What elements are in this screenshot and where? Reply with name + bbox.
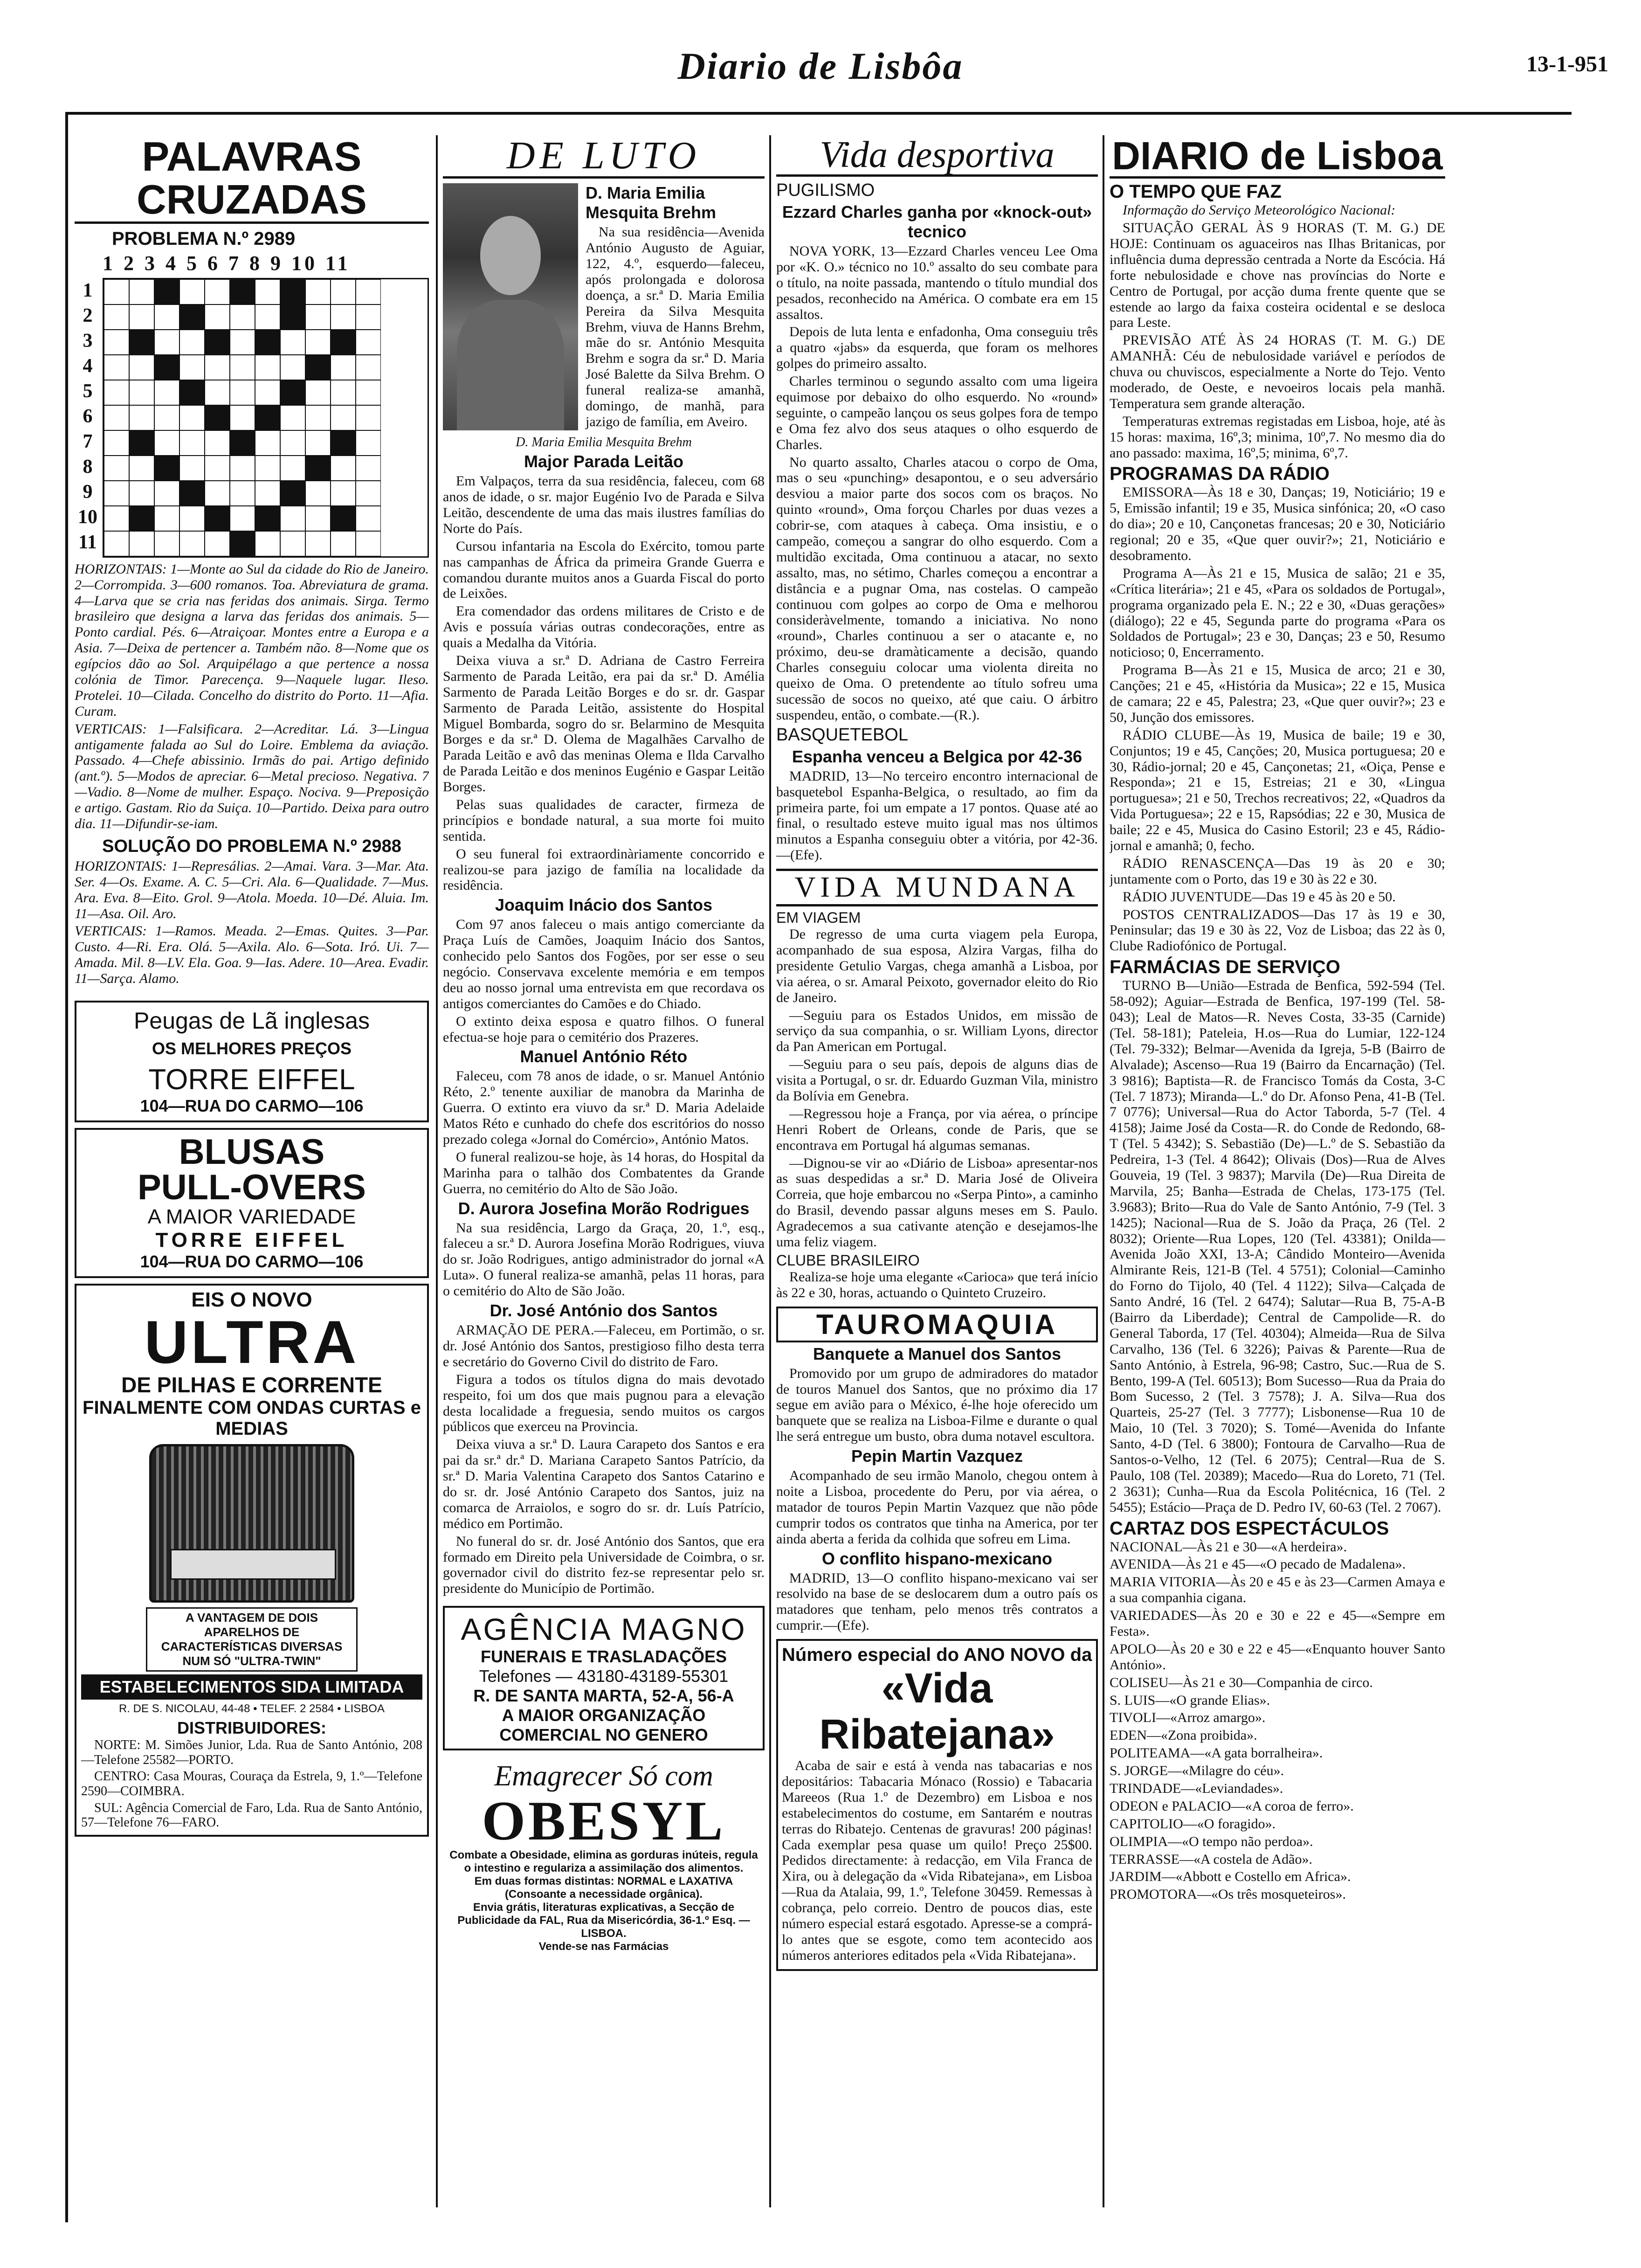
crossword-cell — [179, 456, 205, 481]
crossword-black-cell — [280, 380, 305, 405]
cartaz-item: TRINDADE—«Leviandades». — [1110, 1781, 1283, 1797]
cartaz-item: TIVOLI—«Arroz amargo». — [1110, 1710, 1266, 1726]
crossword-cell — [205, 456, 230, 481]
crossword-cell — [129, 304, 154, 330]
ad-blusas-variety: A MAIOR VARIEDADE — [147, 1205, 356, 1229]
crossword-cell — [356, 506, 381, 531]
crossword-cell — [331, 380, 356, 405]
ad-agencia-slogan-1: A MAIOR ORGANIZAÇÃO — [502, 1706, 706, 1725]
crossword-problem: PROBLEMA N.º 2989 — [112, 228, 296, 249]
portrait-face — [480, 216, 541, 295]
obituary-brehm-heading: D. Maria Emilia Mesquita Brehm — [586, 183, 717, 222]
ad-obesyl-text-2: Em duas formas distintas: NORMAL e LAXATIVA (Consoante a necessidade orgânica). — [474, 1875, 733, 1901]
crossword-cell — [154, 531, 179, 556]
ad-peugas-store: TORRE EIFFEL — [148, 1064, 355, 1096]
portrait-photo — [443, 183, 578, 430]
distributor-centre: CENTRO: Casa Mouras, Couraça da Estrela, 9, 1.º—Telefone 2590—COIMBRA. — [81, 1769, 422, 1798]
crossword-cell — [154, 506, 179, 531]
ad-obesyl-brand: OBESYL — [482, 1790, 726, 1852]
crossword-cell — [154, 330, 179, 355]
crossword-cell — [255, 304, 280, 330]
crossword-black-cell — [154, 355, 179, 380]
crossword-cell — [280, 355, 305, 380]
crossword-cell — [205, 380, 230, 405]
crossword-black-cell — [154, 456, 179, 481]
obituary-parada-p1: Em Valpaços, terra da sua residência, faleceu, com 68 anos de idade, o sr. major Eugénio Ivo de Parada e Silva Leitão, descendente de uma das mais ilustres famílias do Norte do País. — [443, 473, 765, 536]
crossword-cell — [104, 355, 129, 380]
ad-peugas-prices: OS MELHORES PREÇOS — [152, 1039, 352, 1058]
crossword-cell — [104, 481, 129, 506]
crossword-cell — [104, 531, 129, 556]
ad-ultra-distributors — [76, 1738, 427, 1830]
ad-agencia-phones: Telefones — 43180-43189-55301 — [479, 1666, 729, 1686]
crossword-cell — [305, 531, 331, 556]
cartaz-item: NACIONAL—Às 21 e 30—«A herdeira». — [1110, 1539, 1347, 1555]
solution-title: SOLUÇÃO DO PROBLEMA N.º 2988 — [102, 836, 401, 856]
crossword-cell — [356, 355, 381, 380]
crossword-cell — [356, 330, 381, 355]
crossword-cell — [280, 456, 305, 481]
ad-ultra-twin: A VANTAGEM DE DOIS APARELHOS DE CARACTERÍSTICAS DIVERSAS NUM SÓ "ULTRA-TWIN" — [146, 1607, 358, 1672]
crossword-cell — [356, 481, 381, 506]
crossword-row-number: 9 — [83, 481, 93, 503]
obituary-reto-p2: O funeral realizou-se hoje, às 14 horas, do Hospital da Marinha para o talhão dos Combatentes da Grande Guerra, no cemitério do Alto de São João. — [443, 1149, 765, 1196]
crossword-black-cell — [280, 481, 305, 506]
tauromaquia-p2: Acompanhado de seu irmão Manolo, chegou ontem à noite a Lisboa, procedente do Peru, por via aérea, o matador de touros Pepin Martin Vazquez que não pôde cumprir todos os contratos que tinha na America, por ter ainda aberta a ferida da colhida que sofreu em Lima. — [776, 1468, 1098, 1547]
crossword-cell — [154, 430, 179, 456]
crossword-row-number: 10 — [78, 506, 97, 528]
obituary-reto-heading: Manuel António Réto — [520, 1047, 688, 1066]
obituary-brehm-text: Na sua residência—Avenida António Augusto de Aguiar, 122, 4.º, esquerdo—faleceu, após prolongada e dolorosa doença, a sr.ª D. Maria Emilia Pereira da Silva Mesquita Brehm, viuva de Hanns Brehm, mãe do sr. António Mesquita Brehm e sogra da sr.ª D. Maria José Balette da Silva Brehm. O funeral realiza-se amanhã, domingo, de manhã, para jazigo de família, em Aveiro. — [586, 224, 765, 429]
radio-emissora: EMISSORA—Às 18 e 30, Danças; 19, Noticiário; 19 e 5, Emissão infantil; 19 e 35, Musica sinfónica; 20, «O caso do dia»; 20 e 10, Cançonetas francesas; 20 e 30, Noticiário regional; 20 e 35, «Que quer ouvir?»; 21, Noticiário e desobramento. — [1110, 484, 1445, 563]
mundana-title: VIDA MUNDANA — [776, 869, 1098, 906]
crossword-black-cell — [331, 330, 356, 355]
pugilismo-p2: Depois de luta lenta e enfadonha, Oma conseguiu três a quatro «jabs» da esquerda, que foram os melhores golpes do primeiro assalto. — [776, 324, 1098, 372]
crossword-cell — [230, 330, 255, 355]
crossword-row-number: 11 — [78, 531, 97, 553]
crossword-cell — [205, 279, 230, 304]
crossword-cell — [104, 304, 129, 330]
cartaz-item: POLITEAMA—«A gata borralheira». — [1110, 1745, 1323, 1761]
crossword-cell — [255, 456, 280, 481]
farmacias-title: FARMÁCIAS DE SERVIÇO — [1110, 957, 1340, 978]
ad-peugas — [75, 1001, 429, 1122]
cartaz-item: ODEON e PALACIO—«A coroa de ferro». — [1110, 1798, 1354, 1814]
crossword-black-cell — [205, 506, 230, 531]
cartaz-item: JARDIM—«Abbott e Costello em Africa». — [1110, 1869, 1351, 1885]
crossword-cell — [280, 506, 305, 531]
cartaz-item: OLIMPIA—«O tempo não perdoa». — [1110, 1833, 1313, 1849]
portrait-caption: D. Maria Emilia Mesquita Brehm — [516, 435, 692, 450]
ad-ultra-brand: ULTRA — [144, 1308, 359, 1376]
ad-ultra-intro: EIS O NOVO — [191, 1288, 312, 1312]
crossword-cell — [179, 531, 205, 556]
crossword-black-cell — [179, 304, 205, 330]
crossword-black-cell — [255, 330, 280, 355]
obituary-jose-santos-p4: No funeral do sr. dr. José António dos Santos, que era formado em Direito pela Universidade de Coimbra, o sr. governador civil do distrito fez-se representar pelo sr. presidente do Município de Portimão. — [443, 1533, 765, 1597]
obituary-parada-p2: Cursou infantaria na Escola do Exército, tomou parte nas campanhas de África da primeira Grande Guerra e comandou durante muitos anos a Guarda Fiscal do porto de Leixões. — [443, 538, 765, 602]
tauromaquia-title: TAUROMAQUIA — [776, 1307, 1098, 1342]
crossword-cell — [154, 405, 179, 430]
ad-vida-ribatejana — [776, 1639, 1098, 1971]
radio-illustration — [149, 1444, 354, 1603]
crossword-cell — [305, 430, 331, 456]
cartaz-item: APOLO—Às 20 e 30 e 22 e 45—«Enquanto houver Santo António». — [1110, 1641, 1445, 1673]
crossword-cell — [205, 531, 230, 556]
crossword-cell — [179, 405, 205, 430]
cartaz-item: TERRASSE—«A costela de Adão». — [1110, 1851, 1312, 1867]
crossword-cell — [230, 304, 255, 330]
clues-vertical: VERTICAIS: 1—Falsificara. 2—Acreditar. Lá. 3—Lingua antigamente falada ao Sul do Loire. Emblema da aviação. Passado. 4—Chefe abissinio. Irmãs do pai. Artigo definido (ant.º). 5—Modos de apreciar. 6—Metal precioso. Negativa. 7—Vadio. 8—Nome de mulher. Espaço. Nociva. 9—Preposição e artigo. Gastam. Rio da Suiça. 10—Partido. Deixa para outro dia. 11—Difundir-se-iam. — [75, 721, 429, 832]
column-rule — [769, 135, 771, 2207]
crossword-cell — [230, 506, 255, 531]
crossword-cell — [305, 405, 331, 430]
crossword-black-cell — [230, 279, 255, 304]
tempo-previsao: PREVISÃO ATÉ ÀS 24 HORAS (T. M. G.) DE AMANHÃ: Céu de nebulosidade variável e períodos de chuva ou chuviscos, especialmente a Norte do Tejo. Vento moderado, de Oeste, e nevoeiros locais pela manhã. Temperatura sem grande alteração. — [1110, 332, 1445, 411]
radio-title: PROGRAMAS DA RÁDIO — [1110, 463, 1330, 484]
crossword-cell — [305, 304, 331, 330]
crossword-black-cell — [154, 279, 179, 304]
ad-blusas-headline: BLUSAS — [179, 1132, 325, 1172]
crossword-cell — [280, 330, 305, 355]
crossword-row-number: 6 — [83, 405, 93, 427]
crossword-row-number: 4 — [83, 355, 93, 377]
crossword-cell — [104, 279, 129, 304]
crossword-cell — [305, 279, 331, 304]
obituary-parada-p6: O seu funeral foi extraordinàriamente concorrido e realizou-se para jazigo de família na localidade da residência. — [443, 846, 765, 893]
crossword-cell — [154, 380, 179, 405]
crossword-cell — [331, 405, 356, 430]
obituary-parada-p5: Pelas suas qualidades de caracter, firmeza de princípios e bondade natural, a sua morte foi muito sentida. — [443, 797, 765, 844]
crossword-black-cell — [230, 531, 255, 556]
mundana-p6: Realiza-se hoje uma elegante «Carioca» que terá início às 22 e 30, horas, actuando o Quinteto Cruzeiro. — [776, 1269, 1098, 1300]
crossword-cell — [205, 304, 230, 330]
crossword-row-number: 2 — [83, 304, 93, 326]
crossword-cell — [129, 279, 154, 304]
radio-postos: POSTOS CENTRALIZADOS—Das 17 às 19 e 30, Peninsular; das 19 e 30 às 22, Voz de Lisboa; das 22 às 0, Clube Radiofónico de Portugal. — [1110, 906, 1445, 954]
crossword-cell — [356, 430, 381, 456]
crossword-black-cell — [331, 430, 356, 456]
ad-ultra-company: ESTABELECIMENTOS SIDA LIMITADA — [81, 1674, 422, 1700]
crossword-cell — [305, 380, 331, 405]
crossword-black-cell — [280, 279, 305, 304]
tauromaquia-heading-3: O conflito hispano-mexicano — [821, 1549, 1053, 1568]
crossword-cell — [255, 531, 280, 556]
crossword-cell — [356, 456, 381, 481]
crossword-cell — [230, 405, 255, 430]
crossword-black-cell — [230, 430, 255, 456]
crossword-cell — [104, 456, 129, 481]
obituary-parada-heading: Major Parada Leitão — [524, 452, 684, 471]
crossword-cell — [331, 279, 356, 304]
crossword-cell — [104, 506, 129, 531]
crossword-cell — [205, 355, 230, 380]
column-crossword — [75, 135, 429, 2201]
crossword-black-cell — [129, 330, 154, 355]
crossword-cell — [331, 355, 356, 380]
crossword-black-cell — [129, 506, 154, 531]
crossword-black-cell — [305, 456, 331, 481]
crossword-cell — [129, 380, 154, 405]
crossword-cell — [129, 481, 154, 506]
ad-peugas-headline: Peugas de Lã inglesas — [134, 1008, 370, 1034]
crossword-row-number: 3 — [83, 330, 93, 352]
obituary-santos-p2: O extinto deixa esposa e quatro filhos. O funeral efectua-se hoje para o cemitério dos Prazeres. — [443, 1013, 765, 1045]
portrait-body — [457, 300, 564, 430]
tempo-temperaturas: Temperaturas extremas registadas em Lisboa, hoje, até às 15 horas: maxima, 16º,3; minima, 10º,7. No mesmo dia do ano passado: maxima, 16º,5; minima, 6º,7. — [1110, 413, 1445, 461]
crossword-cell — [129, 405, 154, 430]
cartaz-title: CARTAZ DOS ESPECTÁCULOS — [1110, 1518, 1389, 1539]
crossword-cell — [230, 456, 255, 481]
cartaz-item: S. JORGE—«Milagre do céu». — [1110, 1763, 1284, 1779]
crossword-row-numbers — [75, 278, 101, 555]
crossword-cell — [255, 355, 280, 380]
ribatejana-text: Acaba de sair e está à venda nas tabacarias e nos depositários: Tabacaria Mónaco (Rossio) e Tabacaria Mareeos (Rua 1.º de Dezembro) em Lisboa e nos estabelecimentos do costume, em Santarém e noutras terras do Ribatejo. Centenas de gravuras! 200 páginas! Cada exemplar pesa quase um quilo! Preço 25$00. Pedidos directamente: à redacção, em Vila Franca de Xira, ou à delegação da «Vida Ribatejana», em Lisboa—Rua da Atalaia, 99, 1.º, Telefone 30459. Remessas à cobrança, pelo correio. Dentro de poucos dias, este número especial estará esgotado. Apresse-se a comprá-lo antes que se esgote, como tem acontecido aos números anteriores editados pela «Vida Ribatejana». — [782, 1758, 1092, 1963]
ribatejana-title: «Vida Ribatejana» — [819, 1665, 1055, 1758]
ad-blusas-store: TORRE EIFFEL — [155, 1229, 348, 1252]
crossword-black-cell — [305, 355, 331, 380]
obituary-parada-p4: Deixa viuva a sr.ª D. Adriana de Castro Ferreira Sarmento de Parada Leitão, era pai da sr.ª D. Amélia Sarmento de Parada Leitão Borges e do sr. dr. Gaspar Sarmento de Parada Leitão, assistente do Hospital Miguel Bombarda, sogro do sr. Belarmino de Mesquita Borges e da sr.ª D. Olema de Magalhães Carvalho de Parada Leitão e avô das meninas Olema e Ilda Carvalho de Parada Leitão e dos meninos Eugénio e Gaspar Leitão Borges. — [443, 652, 765, 795]
section-basquetebol: BASQUETEBOL — [776, 725, 908, 745]
crossword-cell — [356, 531, 381, 556]
tempo-source: Informação do Serviço Meteorológico Nacional: — [1123, 202, 1396, 218]
crossword-cell — [154, 481, 179, 506]
ad-blusas — [75, 1128, 429, 1278]
cartaz-list — [1110, 1539, 1445, 1903]
ad-agencia-service: FUNERAIS E TRASLADAÇÕES — [480, 1647, 727, 1666]
crossword-cell — [179, 330, 205, 355]
farmacias-list: TURNO B—União—Estrada de Benfica, 592-594 (Tel. 58-092); Aguiar—Estrada de Benfica, 197-199 (Tel. 58-043); Leal de Matos—R. Neves Costa, 33-35 (Carnide) (Tel. 58-181); Pateleia, H.os—Rua do Lumiar, 122-124 (Tel. 79-332); Belmar—Avenida da Igreja, 5-B (Bairro de Alvalade); Ascenso—Rua 19 (Bairro da Encarnação) (Tel. 3 9816); Baptista—R. de Francisco Tomás da Costa, 3-C (Tel. 7 1873); Miranda—L.º do Dr. Afonso Pena, 41-B (Tel. 7 0776); Universal—Rua do Actor Taborda, 5-7 (Tel. 4 4158); Jaime José da Costa—R. do Conde de Redondo, 68-T (Tel. 5 4342); S. Sebastião (De)—L.º de S. Sebastião da Pedreira, 1-3 (Tel. 4 8642); Olivais (Dos)—Rua de Alves Gouveia, 19 (Tel. 3 9837); Marvila (De)—Rua Direita de Marvila, 25; Banha—Estrada de Chelas, 173-175 (Tel. 3.9683); Brito—Rua do Vale de Santo António, 7-9 (Tel. 3 1425); Nacional—Rua de S. João da Praça, 26 (Tel. 2 8032); Oriente—Rua Lopes, 120 (Tel. 43381); Onilda—Avenida João XXI, 13-A; Cândido Monteiro—Avenida Almirante Reis, 121-B (Tel. 4 5751); Colonial—Caminho do Forno do Tijolo, 40 (Tel. 4 1122); Silva—Calçada de Santo André, 16 (Tel. 2 6474); Salutar—Rua B, 75-A-B (Bairro da Liberdade); Central de Campolide—R. do General Taborda, 17 (Tel. 40304); Almeida—Rua de Silva Carvalho, 136 (Tel. 6 3226); Paivas & Parente—Rua de Santo António, à Estrela, 96-98; Castro, Suc.—Rua de S. Bento, 199-A (Tel. 60513); Bom Sucesso—Rua da Praia do Bom Sucesso, 2 (Tel. 3 7578); J. A. Silva—Rua dos Quarteis, 25-27 (Tel. 3 7777); Lisbonense—Rua 10 de Maio, 10 (Tel. 3 7020); S. Tomé—Avenida do Infante Santo, 4-D (Tel. 6 3800); Fontoura de Carvalho—Rua de Santos-o-Velho, 12 (Tel. 6 2075); Central—Rua de S. Paulo, 108 (Tel. 20389); Macedo—Rua do Loreto, 71 (Tel. 2 3631); Cunha—Rua da Escola Politécnica, 16 (Tel. 2 5455); Estácio—Praça de D. Pedro IV, 60-63 (Tel. 2 7067). — [1110, 978, 1445, 1515]
mundana-p5: —Dignou-se vir ao «Diário de Lisboa» apresentar-nos as suas despedidas a sr.ª D. Maria José de Oliveira Correia, que hoje embarcou no «Serpa Pinto», a caminho do Brasil, devendo passar alguns meses em S. Paulo. Agradecemos a sua cativante atenção e desejamos-lhe uma feliz viagem. — [776, 1155, 1098, 1250]
crossword-cell — [280, 405, 305, 430]
issue-date: 13-1-951 — [1526, 52, 1608, 76]
crossword-cell — [305, 481, 331, 506]
crossword-cell — [331, 481, 356, 506]
crossword-cell — [129, 531, 154, 556]
crossword-column-numbers: 1 2 3 4 5 6 7 8 9 10 11 — [103, 251, 351, 275]
crossword-black-cell — [331, 506, 356, 531]
crossword-cell — [205, 481, 230, 506]
luto-title: DE LUTO — [443, 135, 765, 179]
ad-obesyl — [443, 1756, 765, 1957]
distributor-south: SUL: Agência Comercial de Faro, Lda. Rua de Santo António, 57—Telefone 76—FARO. — [81, 1800, 422, 1830]
crossword-cell — [104, 380, 129, 405]
crossword-cell — [179, 355, 205, 380]
obituary-jose-santos-p1: ARMAÇÃO DE PERA.—Faleceu, em Portimão, o sr. dr. José António dos Santos, prestigioso filho desta terra e secretário do Governo Civil do distrito de Faro. — [443, 1322, 765, 1369]
ad-obesyl-text-4: Vende-se nas Farmácias — [538, 1940, 669, 1953]
radio-programa-b: Programa B—Às 21 e 15, Musica de arco; 21 e 30, Canções; 21 e 45, «História da Musica»; 22 e 15, Musica de camara; 22 e 45, Palestra; 23, «Que quer ouvir?»; 23 e 50, Junção dos emissores. — [1110, 662, 1445, 725]
pugilismo-heading: Ezzard Charles ganha por «knock-out» tecnico — [782, 202, 1092, 241]
ad-blusas-address: 104—RUA DO CARMO—106 — [140, 1252, 364, 1272]
crossword-black-cell — [179, 481, 205, 506]
ad-peugas-address: 104—RUA DO CARMO—106 — [140, 1096, 364, 1116]
column-servicos — [1110, 135, 1445, 2201]
tauromaquia-p3: MADRID, 13—O conflito hispano-mexicano vai ser resolvido na base de se deslocarem dum a outro país os matadores que tenham, pelo menos três contratos a cumprir.—(Efe). — [776, 1570, 1098, 1633]
crossword-row-number: 1 — [83, 279, 93, 301]
crossword-black-cell — [255, 506, 280, 531]
crossword-cell — [356, 304, 381, 330]
crossword-cell — [356, 279, 381, 304]
ad-ultra-radio — [75, 1284, 429, 1837]
crossword-cell — [230, 380, 255, 405]
crossword-cell — [230, 355, 255, 380]
ad-agencia-name: AGÊNCIA MAGNO — [461, 1612, 747, 1647]
crossword-black-cell — [179, 380, 205, 405]
ad-obesyl-script: Emagrecer Só com — [494, 1760, 713, 1792]
mundana-p2: —Seguiu para os Estados Unidos, em missão de serviço da sua companhia, o sr. William Lyons, director da Pan American em Portugal. — [776, 1007, 1098, 1055]
crossword-black-cell — [280, 304, 305, 330]
cartaz-item: CAPITOLIO—«O foragido». — [1110, 1816, 1276, 1832]
tauromaquia-heading-2: Pepin Martin Vazquez — [851, 1446, 1023, 1466]
crossword-cell — [104, 330, 129, 355]
crossword-cell — [255, 430, 280, 456]
radio-renascenca: RÁDIO RENASCENÇA—Das 19 às 20 e 30; juntamente com o Porto, das 19 e 30 às 22 e 30. — [1110, 855, 1445, 887]
obituary-santos-p1: Com 97 anos faleceu o mais antigo comerciante da Praça Luís de Camões, Joaquim Inácio dos Santos, conhecido pelo Santos dos Fogões, por ser esse o seu negócio. Conservava excelente memória e em tempos deu ao nosso jornal uma entrevista em que recordava os antigos comerciantes do Camões e do Chiado. — [443, 917, 765, 1011]
crossword-cell — [331, 304, 356, 330]
crossword-cell — [356, 380, 381, 405]
desporto-title: Vida desportiva — [776, 135, 1098, 177]
column-desporto — [776, 135, 1098, 2201]
ad-agencia-address: R. DE SANTA MARTA, 52-A, 56-A — [473, 1686, 734, 1706]
crossword-cell — [205, 430, 230, 456]
cartaz-item: EDEN—«Zona proibida». — [1110, 1728, 1257, 1743]
cartaz-item: COLISEU—Às 21 e 30—Companhia de circo. — [1110, 1674, 1373, 1690]
column-luto — [443, 135, 765, 2201]
obituary-rodrigues-p1: Na sua residência, Largo da Graça, 20, 1.º, esq., faleceu a sr.ª D. Aurora Josefina Morão Rodrigues, viuva do sr. João Rodrigues, antigo administrador do jornal «A Luta». O funeral realiza-se amanhã, pelas 11 horas, para o cemitério do Alto de São João. — [443, 1220, 765, 1299]
radio-juventude: RÁDIO JUVENTUDE—Das 19 e 45 às 20 e 50. — [1123, 889, 1396, 905]
crossword-row-number: 5 — [83, 380, 93, 402]
obituary-reto-p1: Faleceu, com 78 anos de idade, o sr. Manuel António Réto, 2.º tenente auxiliar de manobra da Marinha de Guerra. O extinto era viuvo da sr.ª D. Maria Adelaide Matos Réto e cunhado do chefe dos escritórios do nosso prezado colega «Jornal do Comércio», António Matos. — [443, 1068, 765, 1148]
crossword-cell — [154, 304, 179, 330]
crossword-row-number: 8 — [83, 456, 93, 477]
basquetebol-p1: MADRID, 13—No terceiro encontro internacional de basquetebol Espanha-Belgica, o resultado, ao fim da primeira parte, foi um empate a 17 pontos. Quase até ao final, o resultado esteve muito igual mas nos últimos minutos a Espanha conseguiu obter a vitória, por 42-36.—(Efe). — [776, 768, 1098, 863]
obituary-jose-santos-p3: Deixa viuva a sr.ª D. Laura Carapeto dos Santos e era pai da sr.ª dr.ª D. Mariana Carapeto Santos Patrício, da sr.ª D. Maria Valentina Carapeto dos Santos Catarino e do sr. dr. José António Carapeto dos Santos, juiz na comarca de Arraiolos, e sogro do sr. dr. Luís Patrício, médico em Portimão. — [443, 1437, 765, 1531]
solution-vertical: VERTICAIS: 1—Ramos. Meada. 2—Emas. Quites. 3—Par. Custo. 4—Ri. Era. Olá. 5—Axila. Alo. 6—Sota. Iró. Ui. 7—Amada. Mil. 8—LV. Ela. Goa. 9—Ias. Adere. 10—Area. Evadir. 11—Sarça. Alamo. — [75, 923, 429, 987]
obituary-jose-santos-p2: Figura a todos os títulos digna do mais devotado respeito, foi um dos que mais pugnou para a elevação desta localidade a freguesia, sendo muitos os cargos públicos que exerceu na Provincia. — [443, 1371, 765, 1435]
mundana-p3: —Seguiu para o seu país, depois de alguns dias de visita a Portugal, o sr. dr. Eduardo Guzman Vila, ministro da Bolívia em Genebra. — [776, 1057, 1098, 1104]
solution-text — [75, 858, 429, 987]
crossword-cell — [104, 405, 129, 430]
obituary-parada-p3: Era comendador das ordens militares de Cristo e de Avis e possuía várias outras condecorações, entre as quais a Medalha da Vitória. — [443, 603, 765, 651]
crossword-cell — [255, 481, 280, 506]
crossword-board — [75, 278, 429, 558]
crossword-cell — [129, 355, 154, 380]
ad-obesyl-text-3: Envia grátis, literaturas explicativas, a Secção de Publicidade da FAL, Rua da Misericórdia, 36-1.º Esq. — LISBOA. — [457, 1901, 750, 1940]
cartaz-item: S. LUIS—«O grande Elias». — [1110, 1692, 1270, 1708]
cartaz-item: VARIEDADES—Às 20 e 30 e 22 e 45—«Sempre em Festa». — [1110, 1608, 1445, 1639]
mundana-p1: De regresso de uma curta viagem pela Europa, acompanhado de sua esposa, Alzira Vargas, filha do presidente Getulio Vargas, chega amanhã a Lisboa, por via aérea, o sr. Amaral Peixoto, governador eleito do Rio de Janeiro. — [776, 927, 1098, 1005]
crossword-cell — [179, 430, 205, 456]
crossword-cell — [255, 279, 280, 304]
ad-agencia-slogan-2: COMERCIAL NO GENERO — [499, 1725, 708, 1745]
crossword-cell — [179, 279, 205, 304]
tauromaquia-p1: Promovido por um grupo de admiradores do matador de touros Manuel dos Santos, que no próximo dia 17 segue em avião para o México, é-lhe hoje oferecido um banquete que se realiza na Lisboa-Filme e durante o qual lhe será entregue um busto, obra duma notavel escultora. — [776, 1365, 1098, 1445]
obituary-santos-heading: Joaquim Inácio dos Santos — [495, 895, 713, 915]
crossword-cell — [280, 531, 305, 556]
crossword-clues — [75, 561, 429, 832]
crossword-title: PALAVRAS CRUZADAS — [75, 135, 429, 224]
ad-blusas-pullovers: PULL-OVERS — [138, 1168, 366, 1208]
crossword-cell — [305, 330, 331, 355]
ad-ultra-distributors-title: DISTRIBUIDORES: — [177, 1718, 326, 1738]
crossword-cell — [129, 456, 154, 481]
radio-dial — [170, 1549, 336, 1580]
distributor-north: NORTE: M. Simões Junior, Lda. Rua de Santo António, 208—Telefone 25582—PORTO. — [81, 1738, 422, 1767]
crossword-cell — [255, 380, 280, 405]
masthead: Diario de Lisbôa — [677, 45, 964, 87]
ad-agencia-magno — [443, 1606, 765, 1750]
radio-clube: RÁDIO CLUBE—Às 19, Musica de baile; 19 e 30, Conjuntos; 19 e 45, Canções; 20, Musica portuguesa; 20 e 30, Rádio-jornal; 20 e 45, Cançonetas; 21, «Oiça, Pense e Responda»; 21 e 15, Estreias; 21 e 30, «Lingua portuguesa»; 21 e 50, Trechos recreativos; 22, «Quadros da Vida Portuguesa»; 22 e 15, Rapsódias; 22 e 30, Musica de baile; 22 e 45, Musica do Casino Estoril; 23 e 45, Rádio-jornal e amanhã; 0, fecho. — [1110, 727, 1445, 854]
mundana-p4: —Regressou hoje a França, por via aérea, o príncipe Henri Robert de Orleans, conde de Paris, que se encontrava em Portugal há algumas semanas. — [776, 1106, 1098, 1153]
section-pugilismo: PUGILISMO — [776, 180, 875, 200]
tempo-title: O TEMPO QUE FAZ — [1110, 181, 1282, 202]
cartaz-item: AVENIDA—Às 21 e 45—«O pecado de Madalena». — [1110, 1556, 1406, 1572]
crossword-black-cell — [205, 405, 230, 430]
crossword-row-number: 7 — [83, 430, 93, 452]
ad-obesyl-text-1: Combate a Obesidade, elimina as gorduras inúteis, regula o intestino e regulariza a assimilação dos alimentos. — [449, 1849, 758, 1875]
crossword-black-cell — [255, 405, 280, 430]
cartaz-item: PROMOTORA—«Os três mosqueteiros». — [1110, 1887, 1346, 1902]
ad-ultra-power: DE PILHAS E CORRENTE — [121, 1373, 382, 1397]
ad-ultra-address: R. DE S. NICOLAU, 44-48 • TELEF. 2 2584 • LISBOA — [119, 1702, 385, 1715]
radio-programa-a: Programa A—Às 21 e 15, Musica de salão; 21 e 35, «Crítica literária»; 21 e 45, «Para os soldados de Portugal», programa organizado pela E. N.; 22 e 30, «Duas gerações» (diálogo); 22 e 45, Segunda parte do programa «Para os Soldados de Portugal»; 23 e 30, Danças; 23 e 50, Resumo noticioso; 0, Encerramento. — [1110, 565, 1445, 660]
crossword-cell — [331, 456, 356, 481]
column-rule — [436, 135, 438, 2207]
section-em-viagem: EM VIAGEM — [776, 909, 861, 927]
obituary-brehm — [443, 183, 765, 450]
obituary-jose-santos-heading: Dr. José António dos Santos — [490, 1301, 718, 1321]
crossword-cell — [305, 506, 331, 531]
solution-horizontal: HORIZONTAIS: 1—Represálias. 2—Amai. Vara. 3—Mar. Ata. Ser. 4—Os. Exame. A. C. 5—Cri. Ala. 6—Qualidade. 7—Mus. Ara. Eva. 8—Eito. Grol. 9—Atola. Moeda. 10—Dé. Aluia. Im. 11—Asa. Oil. Aro. — [75, 858, 429, 921]
right-masthead: DIARIO de Lisboa — [1110, 135, 1445, 179]
clues-horizontal: HORIZONTAIS: 1—Monte ao Sul da cidade do Rio de Janeiro. 2—Corrompida. 3—600 romanos. Toa. Abreviatura de grama. 4—Larva que se cria nas feridas dos animais. Sirga. Termo brasileiro que designa a larva das feridas dos animais. 5—Ponto cardial. Pés. 6—Atraiçoar. Montes entre a Europa e a Asia. 7—Deixa de pertencer a. Também não. 8—Nome que os egípcios dão ao Sol. Arquipélago a que pertence a nossa colónia de Timor. Parecença. 9—Naquele lugar. Ileso. Protelei. 10—Cilada. Concelho do distrito do Porto. 11—Afia. Curam. — [75, 561, 429, 719]
crossword-cell — [280, 430, 305, 456]
crossword-cell — [179, 506, 205, 531]
pugilismo-p1: NOVA YORK, 13—Ezzard Charles venceu Lee Oma por «K. O.» técnico no 10.º assalto do seu combate para o título, na noite passada, mantendo o título mundial dos pesados, reconhecido na América. O combate era em 15 assaltos. — [776, 243, 1098, 322]
ribatejana-banner: Número especial do ANO NOVO da — [782, 1645, 1092, 1666]
section-clube-brasileiro: CLUBE BRASILEIRO — [776, 1252, 920, 1269]
crossword-cell — [331, 531, 356, 556]
cartaz-item: MARIA VITORIA—Às 20 e 45 e às 23—Carmen Amaya e a sua companhia cigana. — [1110, 1574, 1445, 1606]
crossword-black-cell — [129, 430, 154, 456]
pugilismo-p3: Charles terminou o segundo assalto com uma ligeira equimose por debaixo do olho esquerdo. No «round» seguinte, o campeão lançou os seus golpes fora de tempo e Oma fez alvo dos seus ataques o olho esquerdo de Charles. — [776, 373, 1098, 452]
crossword-black-cell — [205, 330, 230, 355]
obituary-rodrigues-heading: D. Aurora Josefina Morão Rodrigues — [458, 1198, 750, 1218]
crossword-cell — [230, 481, 255, 506]
crossword-cell — [104, 430, 129, 456]
tauromaquia-heading-1: Banquete a Manuel dos Santos — [813, 1344, 1062, 1363]
basquetebol-heading: Espanha venceu a Belgica por 42-36 — [792, 747, 1083, 766]
column-rule — [1103, 135, 1104, 2207]
tempo-situacao: SITUAÇÃO GERAL ÀS 9 HORAS (T. M. G.) DE HOJE: Continuam os aguaceiros nas Ilhas Britanicas, por influência duma depressão centrada a Norte da Escócia. Há forte nebulosidade e chove nas províncias do Norte e Centro de Portugal, por acção duma frente quente que se estende ao largo da faixa costeira ocidental e se desloca para Leste. — [1110, 220, 1445, 331]
pugilismo-p4: No quarto assalto, Charles atacou o corpo de Oma, mas o seu «punching» desapontou, e o seu adversário desviou a maior parte dos socos com os braços. No quinto «round», Oma forçou Charles por duas vezes a cobrir-se, com ataques à cabeça. Oma insistiu, e o campeão, começou a sangrar do olho esquerdo. Com a multidão excitada, Oma continuou a atacar, no sexto assalto, mas, no sétimo, Charles começou a encontrar a distância e a pugnar Oma, nas costelas. O campeão continuou com golpes ao corpo de Oma e melhorou consideràvelmente, tomando a iniciativa. No nono «round», Charles continuou a ser o atacante e, no próximo, deu-se dramàticamente a decisão, quando Charles conseguiu colocar uma violenta direita no queixo de Oma. O pretendente ao título sofreu uma sucessão de socos no queixo, até que caiu. O árbitro suspendeu, então, o combate.—(R.). — [776, 454, 1098, 723]
crossword-cell — [356, 405, 381, 430]
crossword-grid — [103, 278, 429, 558]
ad-ultra-bands: FINALMENTE COM ONDAS CURTAS e MEDIAS — [83, 1397, 421, 1439]
